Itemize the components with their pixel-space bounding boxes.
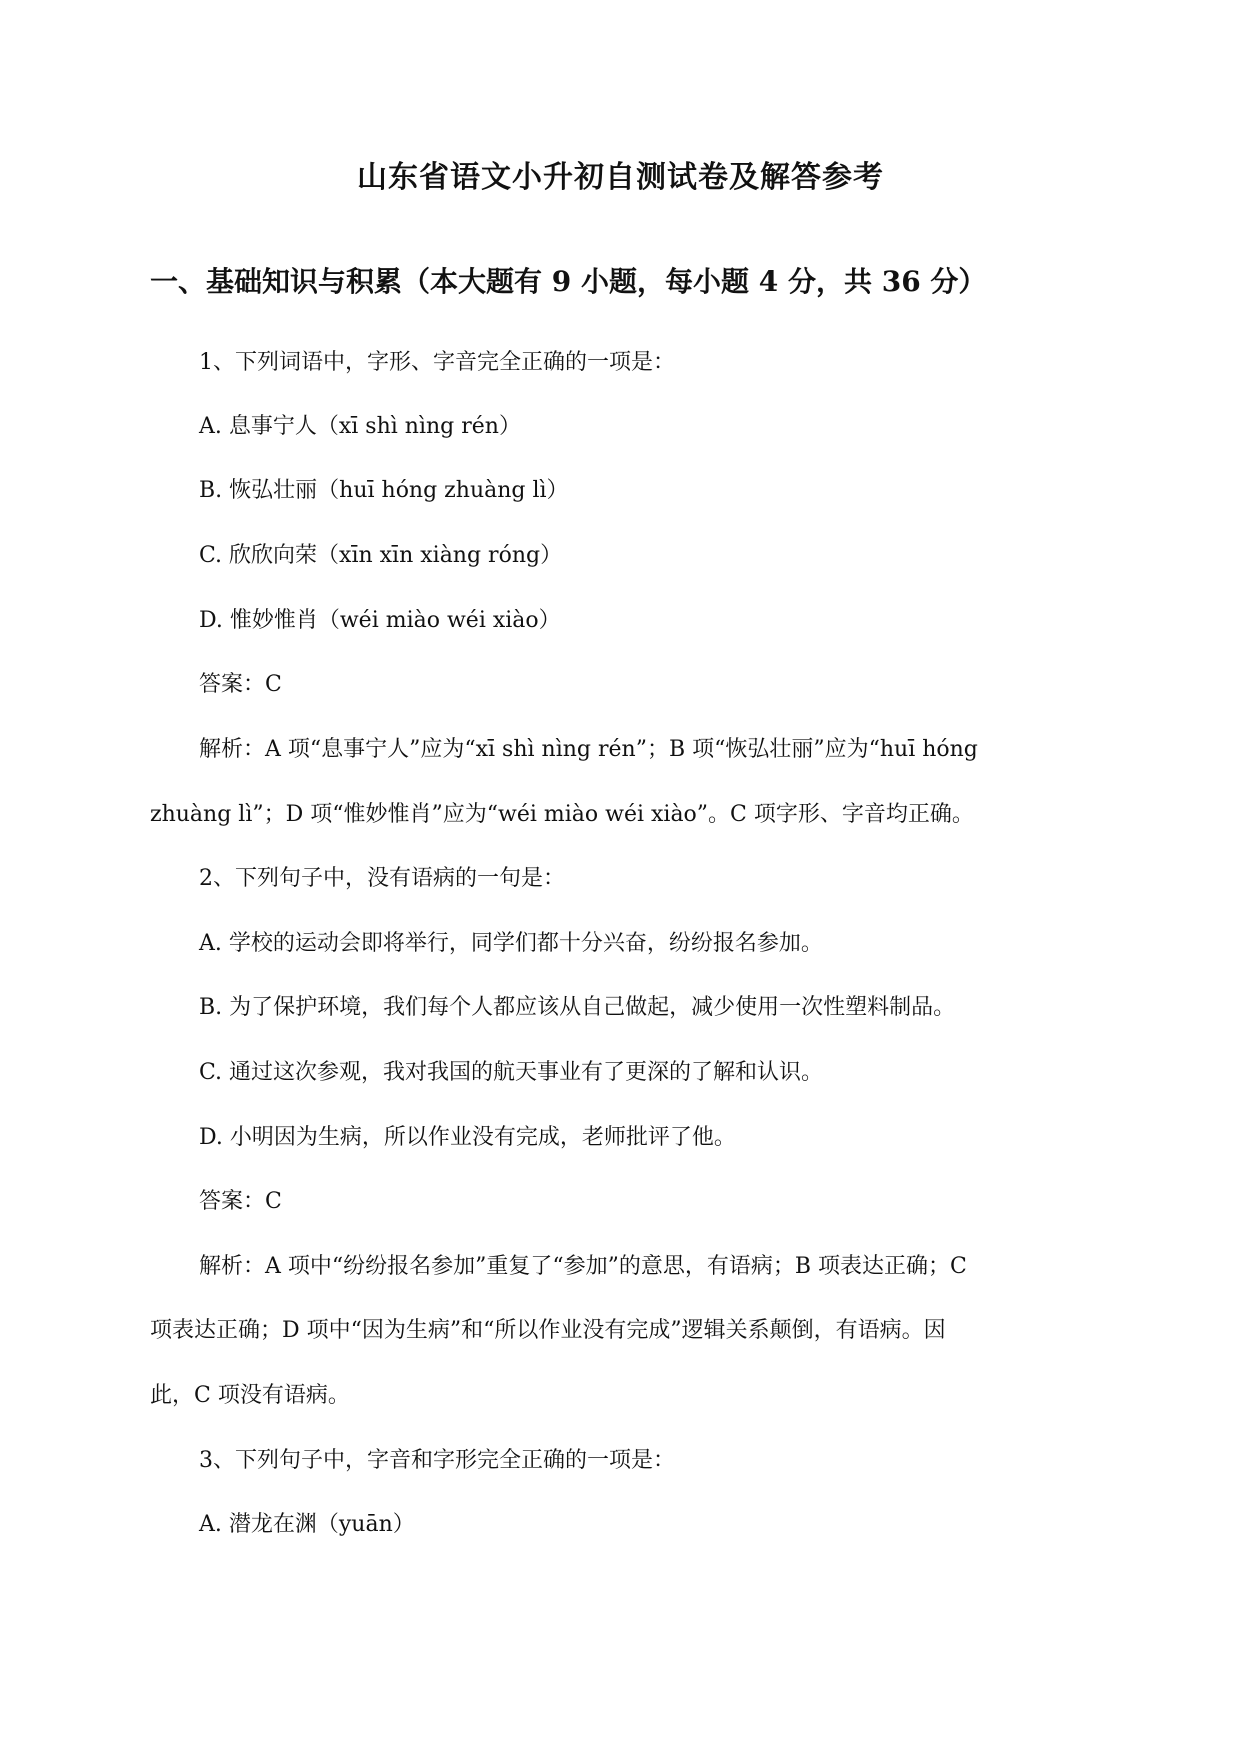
question-3-option-a: A. 潜龙在渊（yuān） [199,1512,415,1537]
question-1-analysis-line-1: 解析：A 项“息事宁人”应为“xī shì nìng rén”；B 项“恢弘壮丽”应为“huī hóng [199,737,978,762]
question-1-answer: 答案：C [199,672,282,697]
question-2-analysis-line-3: 此，C 项没有语病。 [150,1383,350,1408]
question-2-answer: 答案：C [199,1189,282,1214]
section-heading: 一、基础知识与积累（本大题有 9 小题，每小题 4 分，共 36 分） [150,265,987,298]
question-2-analysis-line-2: 项表达正确；D 项中“因为生病”和“所以作业没有完成”逻辑关系颠倒，有语病。因 [150,1318,946,1343]
question-2-option-d: D. 小明因为生病，所以作业没有完成，老师批评了他。 [199,1125,736,1150]
question-1-option-b: B. 恢弘壮丽（huī hóng zhuàng lì） [199,478,569,503]
question-1-option-d: D. 惟妙惟肖（wéi miào wéi xiào） [199,608,561,633]
question-3-stem: 3、下列句子中，字音和字形完全正确的一项是： [199,1448,675,1473]
question-1-option-a: A. 息事宁人（xī shì nìng rén） [199,414,521,439]
question-2-stem: 2、下列句子中，没有语病的一句是： [199,866,565,891]
question-2-option-a: A. 学校的运动会即将举行，同学们都十分兴奋，纷纷报名参加。 [199,931,823,956]
question-2-option-b: B. 为了保护环境，我们每个人都应该从自己做起，减少使用一次性塑料制品。 [199,995,956,1020]
question-2-analysis-line-1: 解析：A 项中“纷纷报名参加”重复了“参加”的意思，有语病；B 项表达正确；C [199,1254,967,1279]
question-1-analysis-line-2: zhuàng lì”；D 项“惟妙惟肖”应为“wéi miào wéi xiào”。C 项字形、字音均正确。 [150,802,974,827]
page-title: 山东省语文小升初自测试卷及解答参考 [357,160,884,195]
question-1-stem: 1、下列词语中，字形、字音完全正确的一项是： [199,350,675,375]
question-2-option-c: C. 通过这次参观，我对我国的航天事业有了更深的了解和认识。 [199,1060,824,1085]
question-1-option-c: C. 欣欣向荣（xīn xīn xiàng róng） [199,543,563,568]
